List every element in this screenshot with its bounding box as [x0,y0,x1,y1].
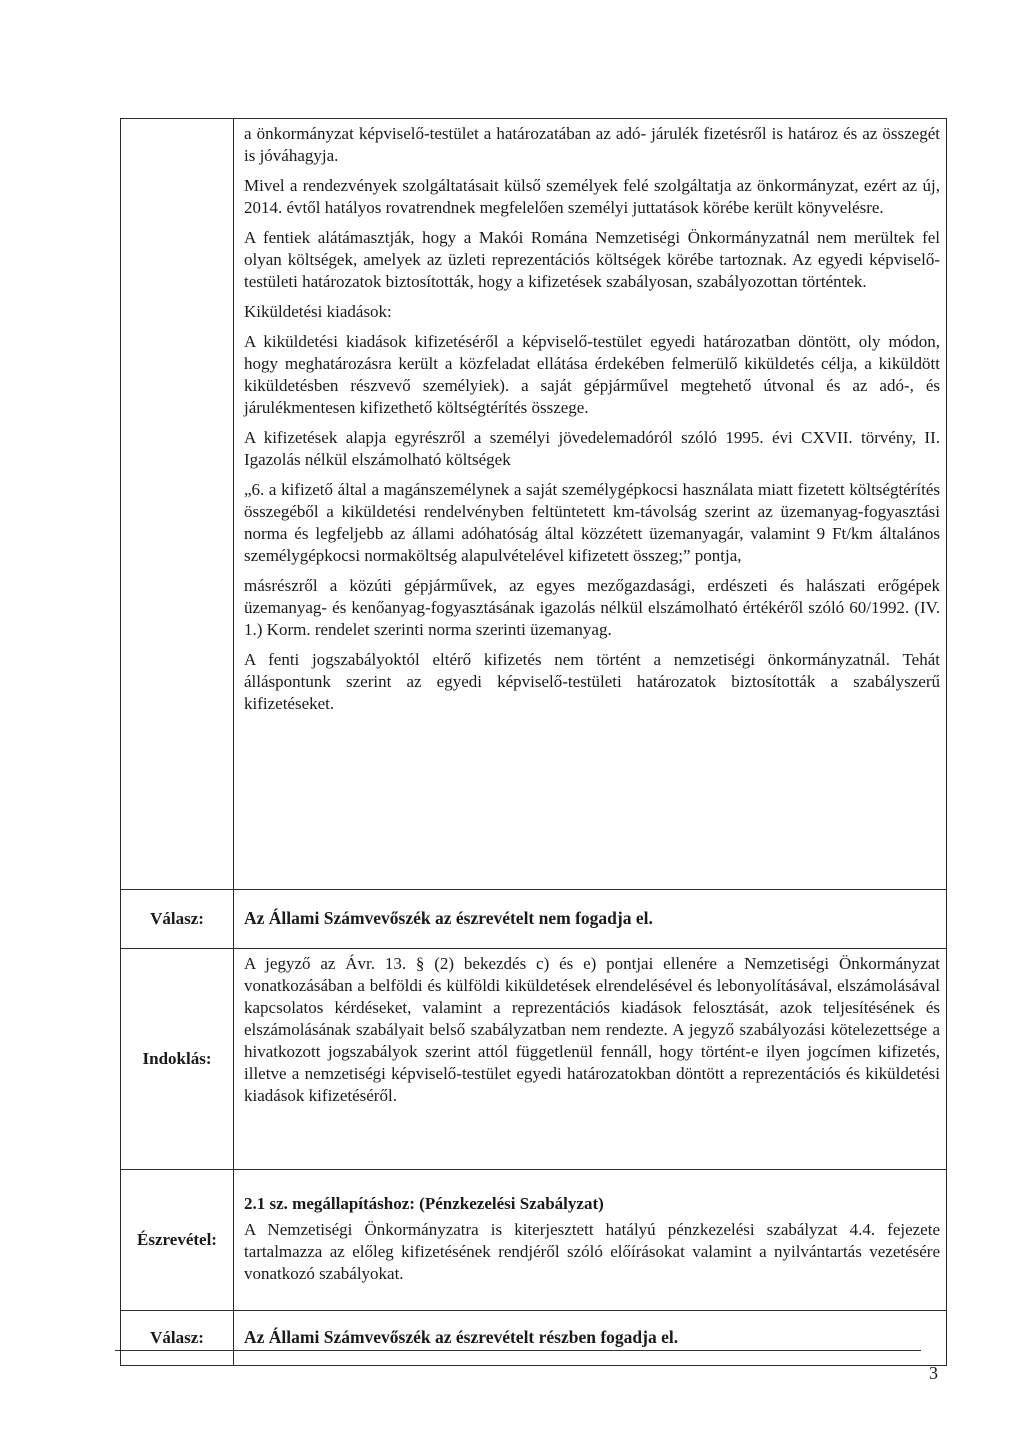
section-label: Kiküldetési kiadások: [244,302,392,321]
table-row [121,890,947,949]
row-label-indoklas: Indoklás: [121,949,234,1170]
paragraph: Mivel a rendezvények szolgáltatásait külső személyek felé szolgáltatja az önkormányzat, ezért az új, 2014. évtől hatályos rovatrendnek megfelelően személyi juttatások körébe került könyvelésre. [244,176,940,217]
table-row [121,1311,947,1366]
paragraph: A fenti jogszabályoktól eltérő kifizetés nem történt a nemzetiségi önkormányzatnál. Tehát álláspontunk szerint az egyedi képviselő-testületi határozatok biztosították a szabályszerű kifizetéseket. [244,650,940,713]
row-content [234,119,947,890]
footer-divider [115,1350,921,1351]
answer-text: Az Állami Számvevőszék az észrevételt részben fogadja el. [244,1327,679,1347]
row-label-valasz: Válasz: [121,1311,234,1366]
page-number: 3 [929,1363,938,1383]
document-table [120,118,947,1366]
row-content [234,1170,947,1311]
quoted-paragraph: „6. a kifizető által a magánszemélynek a saját személygépkocsi használata miatt fizetett költségtérítés összegéből a kiküldetési rendelvényben feltüntetett km-távolság szerint az üzemanyag-fogyasztási norma és legfeljebb az állami adóhatóság által közzétett üzemanyagár, valamint 9 Ft/km általános személygépkocsi normaköltség alapulvételével kifizetett összeg;” pontja, [244,480,940,565]
answer-text: Az Állami Számvevőszék az észrevételt nem fogadja el. [244,908,653,928]
table-row [121,119,947,890]
row-label-eszrevetel: Észrevétel: [121,1170,234,1311]
observation-text: A Nemzetiségi Önkormányzatra is kiterjesztett hatályú pénzkezelési szabályzat 4.4. fejezete tartalmazza az előleg kifizetésének rendjéről szóló előírásokat valamint a nyilvántartás vezetésére vonatkozó szabályokat. [244,1220,940,1283]
paragraph: A kifizetések alapja egyrészről a személyi jövedelemadóról szóló 1995. évi CXVII. törvény, II. Igazolás nélkül elszámolható költségek [244,428,940,469]
row-label [121,119,234,890]
paragraph: másrészről a közúti gépjárművek, az egyes mezőgazdasági, erdészeti és halászati erőgépek üzemanyag- és kenőanyag-fogyasztásának igazolás nélkül elszámolható értékéről szóló 60/1992. (IV. 1.) Korm. rendelet szerinti norma szerinti üzemanyag. [244,576,940,639]
row-content [234,949,947,1170]
row-content [234,890,947,949]
row-content [234,1311,947,1366]
paragraph: a önkormányzat képviselő-testület a határozatában az adó- járulék fizetésről is határoz és az összegét is jóváhagyja. [244,124,940,165]
table-row [121,949,947,1170]
paragraph: A fentiek alátámasztják, hogy a Makói Romána Nemzetiségi Önkormányzatnál nem merültek fel olyan költségek, amelyek az üzleti reprezentációs költségek körébe tartoznak. Az egyedi képviselő-testületi határozatok biztosították, hogy a kifizetések szabályosan, szabályozottan történtek. [244,228,940,291]
paragraph: A kiküldetési kiadások kifizetéséről a képviselő-testület egyedi határozatban döntött, oly módon, hogy meghatározásra került a közfeladat ellátása érdekében felmerülő kiküldetés célja, a kiküldött kiküldetésben részvevő személyiek). a saját gépjárművel megtehető útvonal és az adó-, és járulékmentesen kifizethető költségtérítés összege. [244,332,940,417]
justification-text: A jegyző az Ávr. 13. § (2) bekezdés c) és e) pontjai ellenére a Nemzetiségi Önkormányzat vonatkozásában a belföldi és külföldi kiküldetések elrendelésével és lebonyolításával, elszámolásával kapcsolatos kérdéseket, valamint a reprezentációs kiadások felosztását, azok teljesítésének és elszámolásának szabályait belső szabályzatban nem rendezte. A jegyző szabályozási kötelezettsége a hivatkozott jogszabályok szerint attól függetlenül fennáll, hogy történt-e ilyen jogcímen kifizetés, illetve a nemzetiségi képviselő-testület egyedi határozatokban döntött a reprezentációs és kiküldetési kiadások kifizetéséről. [244,954,940,1105]
observation-heading: 2.1 sz. megállapításhoz: (Pénzkezelési Szabályzat) [244,1194,604,1213]
table-row [121,1170,947,1311]
row-label-valasz: Válasz: [121,890,234,949]
